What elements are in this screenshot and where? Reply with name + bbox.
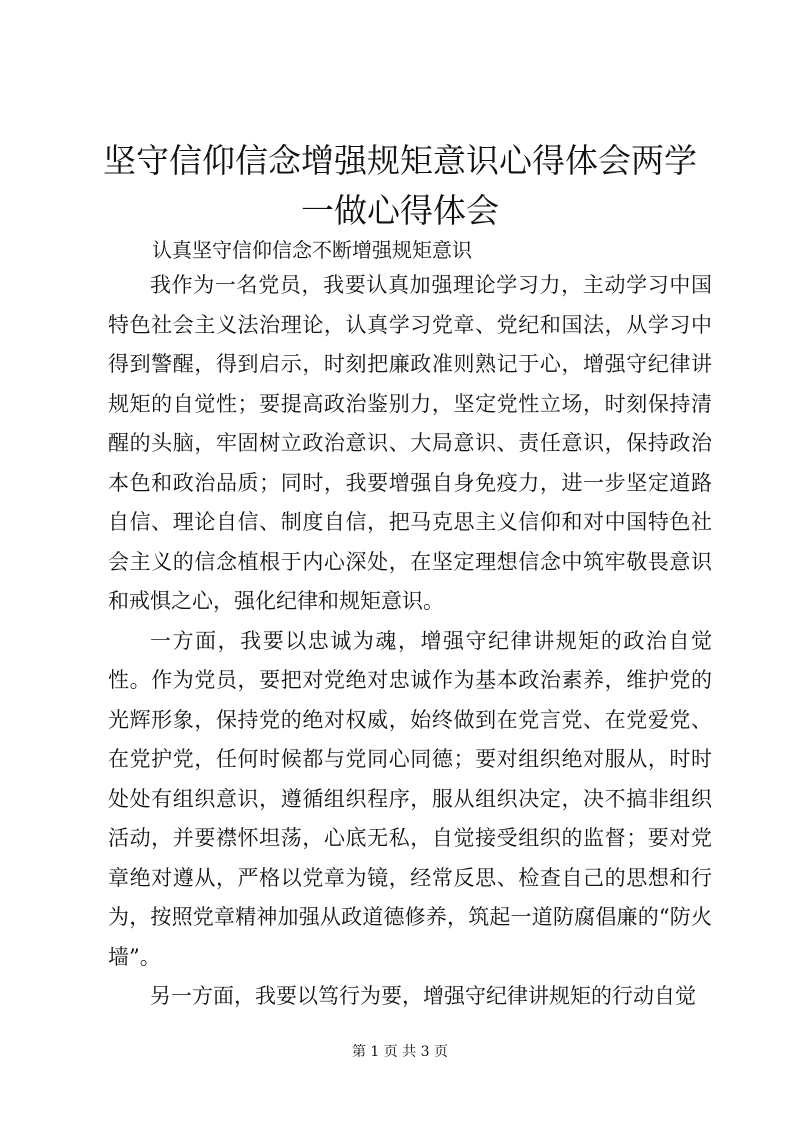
paragraph-2: 一方面，我要以忠诚为魂，增强守纪律讲规矩的政治自觉性。作为党员，要把对党绝对忠诚作为基本政治素养，维护党的光辉形象，保持党的绝对权威，始终做到在党言党、在党爱党、在党护党，任何时候都与党同心同德；要对组织绝对服从，时时处处有组织意识，遵循组织程序，服从组织决定，决不搞非组织活动，并要襟怀坦荡，心底无私，自觉接受组织的监督；要对党章绝对遵从，严格以党章为镜，经常反思、检查自己的思想和行为，按照党章精神加强从政道德修养，筑起一道防腐倡廉的“防火墙”。 <box>108 628 712 969</box>
page-title: 坚守信仰信念增强规矩意识心得体会两学一做心得体会 <box>103 141 697 230</box>
paragraph-1: 我作为一名党员，我要认真加强理论学习力，主动学习中国特色社会主义法治理论，认真学习党章、党纪和国法，从学习中得到警醒，得到启示，时刻把廉政准则熟记于心，增强守纪律讲规矩的自觉性；要提高政治鉴别力，坚定党性立场，时刻保持清醒的头脑，牢固树立政治意识、大局意识、责任意识，保持政治本色和政治品质；同时，我要增强自身免疫力，进一步坚定道路自信、理论自信、制度自信，把马克思主义信仰和对中国特色社会主义的信念植根于内心深处，在坚定理想信念中筑牢敬畏意识和戒惧之心，强化纪律和规矩意识。 <box>108 273 712 613</box>
document-subtitle: 认真坚守信仰信念不断增强规矩意识 <box>152 238 472 262</box>
document-body <box>108 266 712 1017</box>
paragraph-3: 另一方面，我要以笃行为要，增强守纪律讲规矩的行动自觉 <box>150 984 696 1008</box>
page-footer: 第 1 页 共 3 页 <box>351 1044 449 1060</box>
